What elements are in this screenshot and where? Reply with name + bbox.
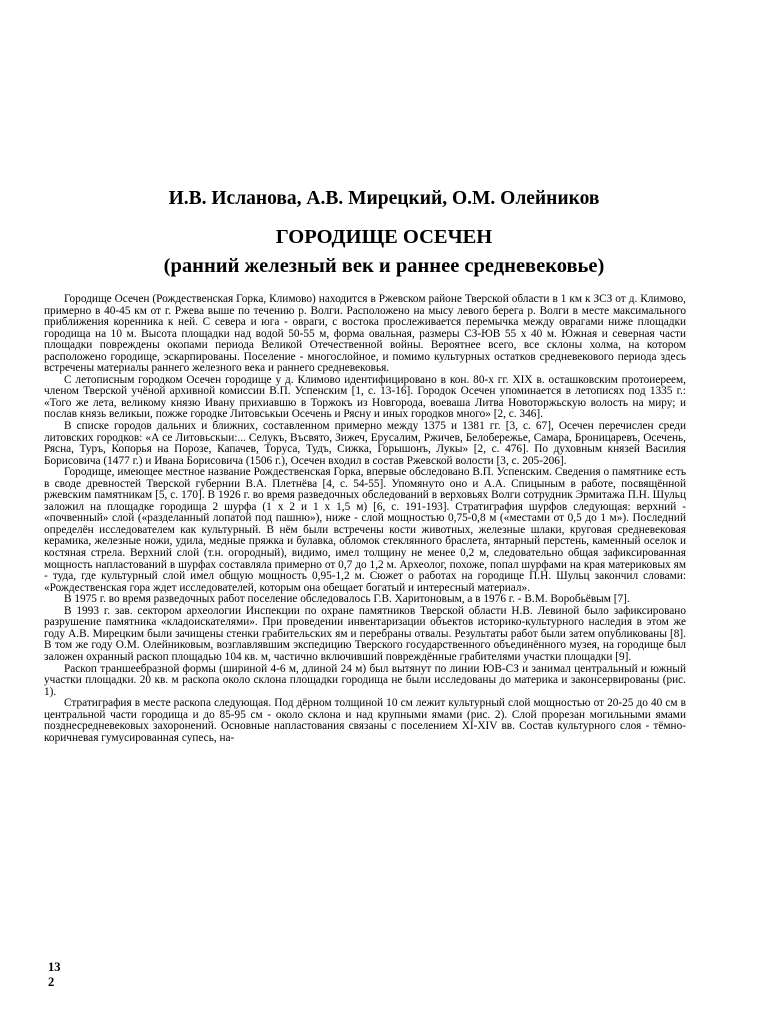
- paragraph: Городище Осечен (Рождественская Горка, Климово) находится в Ржевском районе Тверской области в 1 км к ЗСЗ от д. Климово, примерно в 40-45 км от г. Ржева выше по течению р. Волги. Расположено на мысу левого берега р. Волги в месте максимального приближения коренника к ней. С севера и юга - овраги, с востока прослеживается перемычка между оврагами ниже площадки городища на 10 м. Высота площадки над водой 50-55 м, форма овальная, размеры СЗ-ЮВ 55 х 40 м. Южная и северная части площадки повреждены окопами периода Великой Отечественной войны. Вероятнее всего, все склоны холма, на котором расположено городище, эскарпированы. Поселение - многослойное, и помимо культурных остатков средневекового периода здесь встречены материалы раннего железного века и раннего средневековья.: [44, 293, 686, 375]
- article-body: [44, 294, 686, 744]
- paragraph: Городище, имеющее местное название Рождественская Горка, впервые обследовано В.П. Успенским. Сведения о памятнике есть в своде древностей Тверской губернии В.А. Плетнёва [4, с. 54-55]. Упомянуто оно и А.А. Спицыным в работе, посвящённой ржевским памятникам [5, с. 170]. В 1926 г. во время разведочных обследований в верховьях Волги сотрудник Эрмитажа П.Н. Шульц заложил на площадке городища 2 шурфа (1 х 2 и 1 х 1,5 м) [6, с. 191-193]. Стратиграфия шурфов следующая: верхний - «почвенный» слой («разделанный лопатой под пашню»), ниже - слой мощностью 0,75-0,8 м («местами от 0,5 до 1 м»). Последний определён исследователем как культурный. В нём были встречены кости животных, железные шлаки, круговая средневековая керамика, железные ножи, удила, медные пряжка и булавка, обломок стеклянного браслета, янтарный перстень, каменный оселок и костяная стрела. Верхний слой (т.н. огородный), видимо, имел толщину не менее 0,2 м, следовательно общая зафиксированная мощность напластований в шурфах составляла примерно от 0,7 до 1,2 м. Археолог, похоже, попал шурфами на края материковых ям - туда, где культурный слой имел общую мощность 0,95-1,2 м. Сюжет о работах на городище П.Н. Шульц закончил словами: «Рождественская гора ждет исследователей, которым она обещает богатый и интересный материал».: [44, 466, 686, 594]
- paragraph: В списке городов дальних и ближних, составленном примерно между 1375 и 1381 гг. [3, с. 67], Осечен перечислен среди литовских городков: «А се Литовьскыи:... Селукъ, Въсвято, Зижеч, Ерусалим, Ржичев, Белобережье, Самара, Броницаревъ, Осечень, Рясна, Туръ, Копорья на Порозе, Капачев, Торуса, Тудъ, Сижка, Горышонъ, Лукы» [2, с. 476]. По духовным князей Василия Борисовича (1477 г.) и Ивана Борисовича (1506 г.), Осечен входил в состав Ржевской волости [3, с. 205-206].: [44, 420, 686, 467]
- paragraph: В 1975 г. во время разведочных работ поселение обследовалось Г.В. Харитоновым, а в 1976 г. - В.М. Воробьёвым [7].: [64, 593, 630, 606]
- article-subtitle: (ранний железный век и раннее средневековье): [163, 255, 605, 277]
- article-title: ГОРОДИЩЕ ОСЕЧЕН: [275, 226, 493, 248]
- paragraph: В 1993 г. зав. сектором археологии Инспекции по охране памятников Тверской области Н.В. Левиной было зафиксировано разрушение памятника «кладоискателями». При проведении инвентаризации объектов историко-культурного наследия в этом же году А.В. Мирецким были зачищены стенки грабительских ям и перебраны отвалы. Результаты работ были затем опубликованы [8]. В том же году О.М. Олейниковым, возглавлявшим экспедицию Тверского государственного объединённого музея, на городище был заложен охранный раскоп площадью 104 кв. м, частично включивший повреждённые грабителями участки площадки [9].: [44, 604, 686, 663]
- paragraph: Раскоп траншеебразной формы (шириной 4-6 м, длиной 24 м) был вытянут по линии ЮВ-СЗ и занимал центральный и южный участки площадки. 20 кв. м раскопа около склона площадки городища не были исследованы до материка и законсервированы (рис. 1).: [44, 662, 686, 698]
- paragraph: С летописным городком Осечен городище у д. Климово идентифицировано в кон. 80-х гг. XIX в. осташковским протоиереем, членом Тверской учёной архивной комиссии В.П. Успенским [1, с. 13-16]. Городок Осечен упоминается в летописях под 1335 г.: «Того же лета, великому князю Ивану прихиавшю в Торжокъ из Новгорода, воеваша Литва Новоторжьскую волость на миру; и послав князь великыи, пожже городке Литовськыи Осечень и Рясну и иных городков много» [2, с. 346].: [44, 373, 686, 421]
- page-number: 13 2: [48, 960, 61, 989]
- article-authors: И.В. Исланова, А.В. Мирецкий, О.М. Олейников: [168, 188, 600, 209]
- paragraph: Стратиграфия в месте раскопа следующая. Под дёрном толщиной 10 см лежит культурный слой мощностью от 20-25 до 40 см в центральной части городища и до 85-95 см - около склона и над крупными ямами (рис. 2). Слой прорезан могильными ямами позднесредневековых захоронений. Основные напластования связаны с поселением XI-XIV вв. Состав культурного слоя - тёмно-коричневая гумусированная супесь, на-: [44, 697, 686, 744]
